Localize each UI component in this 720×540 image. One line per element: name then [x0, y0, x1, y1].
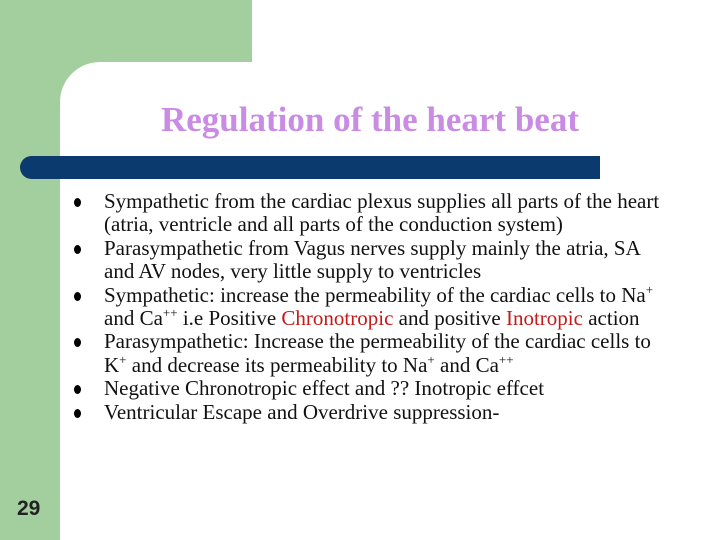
- bullet-dot-icon: [74, 338, 81, 347]
- bullet-text-part: and positive: [393, 306, 506, 331]
- bullet-list: [74, 190, 674, 424]
- superscript: +: [427, 351, 435, 367]
- slide-number: 29: [17, 497, 41, 520]
- bullet-text-part: and Ca: [434, 352, 499, 377]
- bullet-item: [74, 237, 674, 284]
- superscript: ++: [498, 351, 514, 367]
- bullet-dot-icon: [74, 245, 81, 254]
- bullet-text-part: Parasympathetic: Increase the permeability of the cardiac cells to K: [104, 329, 651, 377]
- slide-title: Regulation of the heart beat: [160, 100, 579, 139]
- bullet-item: [74, 330, 674, 377]
- bullet-text-part: and decrease its permeability to Na: [126, 352, 428, 377]
- bullet-item: [74, 401, 674, 424]
- bullet-text-part: action: [582, 306, 640, 331]
- bullet-dot-icon: [74, 292, 81, 301]
- bullet-text: Negative Chronotropic effect and ?? Inotropic effcet: [104, 376, 545, 401]
- bullet-dot-icon: [74, 409, 81, 418]
- bullet-text-part: and Ca: [104, 306, 163, 331]
- superscript: ++: [162, 305, 178, 321]
- bullet-dot-icon: [74, 198, 81, 207]
- superscript: +: [645, 281, 654, 297]
- title-underline-bar: [20, 156, 600, 179]
- bullet-text-part: i.e Positive: [177, 306, 282, 331]
- bullet-dot-icon: [74, 385, 81, 394]
- bullet-text-part: Sympathetic: increase the permeability of the cardiac cells to Na: [104, 282, 646, 307]
- highlighted-term: Inotropic: [505, 306, 583, 331]
- bullet-text: Sympathetic from the cardiac plexus supplies all parts of the heart (atria, ventricle and all parts of the conduction system): [104, 189, 660, 237]
- bullet-item: [74, 281, 674, 331]
- bullet-item: [74, 377, 674, 400]
- bullet-item: [74, 190, 674, 237]
- bullet-text: Ventricular Escape and Overdrive suppression-: [104, 399, 500, 424]
- highlighted-term: Chronotropic: [281, 306, 394, 331]
- bullet-text: Parasympathetic from Vagus nerves supply mainly the atria, SA and AV nodes, very little supply to ventricles: [104, 235, 640, 284]
- superscript: +: [119, 351, 127, 367]
